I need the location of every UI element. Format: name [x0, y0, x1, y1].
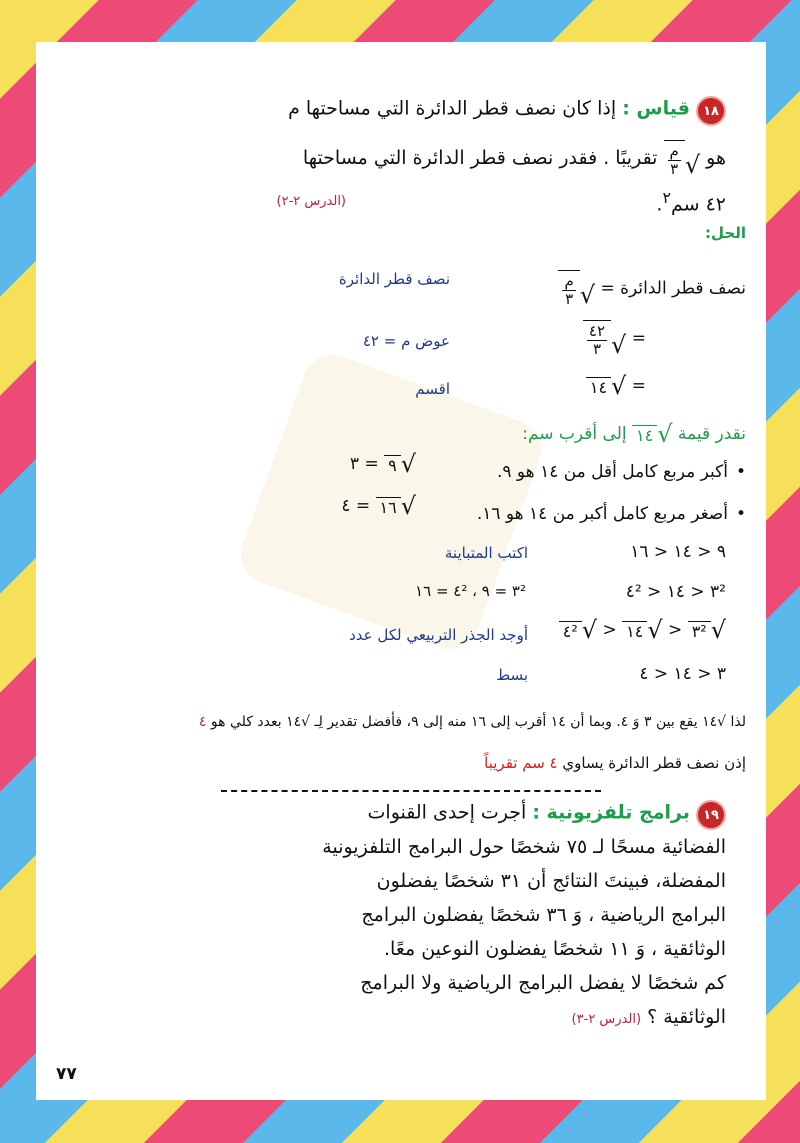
q18-sqrt-fraction — [664, 140, 701, 177]
bullet-1-eq: √ ٩ = ٣ — [349, 450, 416, 478]
inequality-1-note: اكتب المتباينة — [444, 544, 528, 562]
frac-denominator: ٣ — [670, 159, 679, 178]
step1: نصف قطر الدائرة = √ $\frac{\text{م}}{٣}$ — [558, 270, 746, 307]
q18-line3: ٤٢ سم$^٢$. — [656, 188, 726, 216]
q18-line1 — [288, 96, 726, 126]
radical-sign-icon: √ — [647, 616, 663, 644]
inequality-3-note: أوجد الجذر التربيعي لكل عدد — [349, 626, 528, 644]
step3: = √ ١٤ — [586, 374, 646, 398]
q18-line2-end: تقريبًا . فقدر نصف قطر الدائرة التي مساحتها — [302, 147, 658, 169]
inequality-4-note: بسط — [496, 666, 528, 684]
q19-line4: البرامج الرياضية ، وَ ٣٦ شخصًا يفضلون البرامج — [361, 904, 726, 926]
q19-line3: المفضلة، فبينتَ النتائج أن ٣١ شخصًا يفضلون — [376, 870, 726, 892]
book-page — [36, 42, 766, 1100]
q19-reference: (الدرس ٢-٣) — [571, 1012, 642, 1027]
radical-sign-icon: √ — [684, 151, 701, 179]
radical-sign-icon: √ — [657, 420, 673, 448]
frac-numerator: م — [669, 142, 679, 160]
inequality-4: ٣ < ١٤ < ٤ — [639, 664, 726, 684]
estimate-line: نقدر قيمة √ ١٤ إلى أقرب سم: — [522, 420, 746, 448]
q19-line1: ١٩ برامج تلفزيونية : أجرت إحدى القنوات — [368, 800, 726, 830]
step3-note: اقسم — [415, 380, 450, 398]
inequality-3: √ ٣² < √ ١٤ < √ ٤² — [559, 618, 726, 642]
radical-sign-icon: √ — [710, 616, 726, 644]
radical-sign-icon: √ — [611, 331, 627, 359]
solution-heading: الحل: — [705, 224, 746, 242]
step2-note: عوض م = ٤٢ — [362, 332, 450, 350]
radical-sign-icon: √ — [611, 372, 627, 400]
bullet-2-eq: √ ١٦ = ٤ — [341, 492, 416, 520]
page-number: ٧٧ — [56, 1064, 77, 1084]
q18-number-badge: ١٨ — [696, 96, 726, 126]
bullet-2: • أصغر مربع كامل أكبر من ١٤ هو ١٦. — [477, 504, 746, 524]
radical-sign-icon: √ — [581, 616, 598, 644]
q19-line7: الوثائقية ؟ (الدرس ٢-٣) — [571, 1006, 726, 1028]
step1-note: نصف قطر الدائرة — [338, 270, 450, 288]
q19-keyword: برامج تلفزيونية : — [532, 801, 690, 824]
q18-line2-start: هو — [706, 147, 726, 169]
radical-sign-icon: √ — [400, 450, 416, 478]
radical-sign-icon: √ — [579, 281, 596, 309]
q19-line5: الوثائقية ، وَ ١١ شخصًا يفضلون النوعين معًا. — [383, 938, 726, 960]
q19-line2: الفضائية مسحًا لـ ٧٥ شخصًا حول البرامج التلفزيونية — [322, 836, 726, 858]
divider — [221, 790, 601, 792]
q18-line2 — [303, 140, 726, 177]
q18-line1-text: إذا كان نصف قطر الدائرة التي مساحتها م — [288, 97, 617, 120]
conclusion-line-1: لذا √١٤ يقع بين ٣ وَ ٤. وبما أن ١٤ أقرب إلى ١٦ منه إلى ٩، فأفضل تقدير لِـ √١٤ بعدد كلي هو ٤ — [198, 714, 746, 730]
bullet-1: • أكبر مربع كامل أقل من ١٤ هو ٩. — [497, 462, 746, 482]
step2: = √ $\frac{٤٢}{٣}$ — [583, 320, 646, 357]
q18-keyword: قياس : — [622, 97, 690, 120]
inequality-2: ٣² < ١٤ < ٤² — [625, 582, 726, 602]
q19-number-badge: ١٩ — [696, 800, 726, 830]
inequality-1: ٩ < ١٤ < ١٦ — [630, 542, 726, 562]
conclusion-line-2: إذن نصف قطر الدائرة يساوي ٤ سم تقريباً — [484, 754, 746, 772]
inequality-2-note: ٣² = ٩ ، ٤² = ١٦ — [415, 582, 526, 600]
radical-sign-icon: √ — [400, 492, 416, 520]
q18-reference: (الدرس ٢-٢) — [276, 194, 346, 209]
q19-line6: كم شخصًا لا يفضل البرامج الرياضية ولا البرامج — [360, 972, 726, 994]
